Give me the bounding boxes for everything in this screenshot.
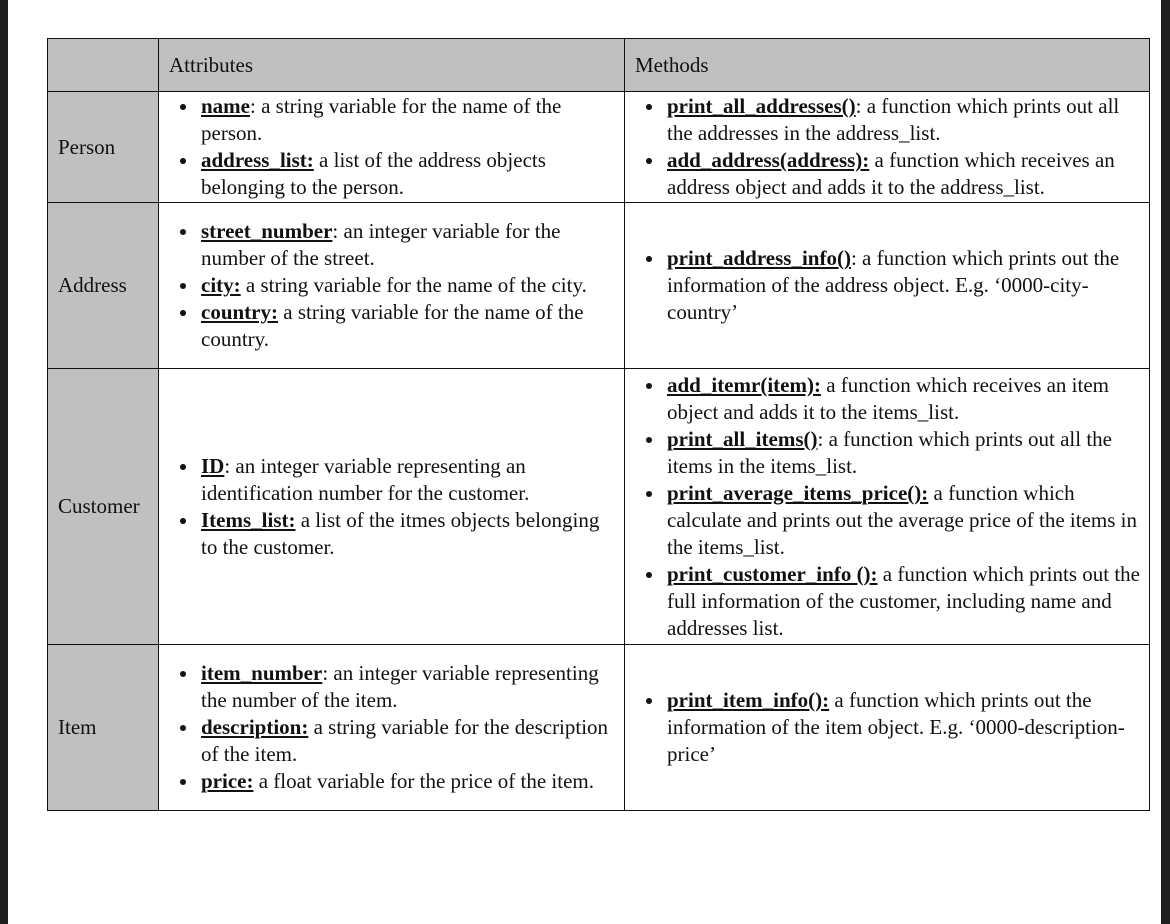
method-description: : a function which prints out all the addresses in the address_list. <box>667 94 1120 146</box>
list-item <box>199 218 618 272</box>
header-attributes: Attributes <box>159 39 625 92</box>
methods-list <box>625 372 1149 642</box>
table-row-person <box>48 92 1150 203</box>
attribute-term: description: <box>201 714 309 739</box>
attribute-description: a string variable for the name of the country. <box>201 300 584 352</box>
methods-cell <box>625 92 1150 203</box>
attribute-description: a list of the address objects belonging to the person. <box>201 148 546 200</box>
method-term: print_item_info(): <box>667 687 830 712</box>
attribute-description: a list of the itmes objects belonging to the customer. <box>201 507 600 559</box>
list-item <box>199 272 618 299</box>
attribute-description: a float variable for the price of the item. <box>253 768 594 793</box>
method-term: print_average_items_price(): <box>667 480 929 505</box>
method-description: a function which receives an item object and adds it to the items_list. <box>667 372 1110 424</box>
header-row <box>48 39 1150 92</box>
method-term: print_address_info() <box>667 246 851 271</box>
attribute-term: street_number <box>201 219 333 244</box>
method-term: print_all_addresses() <box>667 94 856 119</box>
attribute-term: address_list: <box>201 148 314 173</box>
method-description: a function which prints out the full information of the customer, including name and addresses list. <box>667 561 1140 640</box>
methods-list <box>625 93 1149 201</box>
list-item <box>665 245 1143 326</box>
methods-cell <box>625 369 1150 644</box>
row-label: Item <box>48 644 159 810</box>
attribute-term: country: <box>201 300 278 325</box>
list-item <box>199 714 618 768</box>
attribute-description: a string variable for the name of the city. <box>240 273 587 298</box>
methods-cell <box>625 644 1150 810</box>
attributes-cell <box>159 369 625 644</box>
row-label: Address <box>48 203 159 369</box>
list-item <box>665 426 1143 480</box>
attributes-list <box>159 453 624 561</box>
methods-list <box>625 245 1149 326</box>
list-item <box>199 507 618 561</box>
attribute-description: : an integer variable representing an identification number for the customer. <box>201 453 530 505</box>
header-methods: Methods <box>625 39 1150 92</box>
list-item <box>199 93 618 147</box>
attribute-term: item_number <box>201 660 323 685</box>
attributes-list <box>159 93 624 201</box>
list-item <box>199 660 618 714</box>
attributes-cell <box>159 92 625 203</box>
methods-cell <box>625 203 1150 369</box>
attributes-cell <box>159 203 625 369</box>
table-row-address <box>48 203 1150 369</box>
document-page <box>8 0 1161 924</box>
method-description: a function which receives an address object and adds it to the address_list. <box>667 148 1115 200</box>
attribute-term: city: <box>201 273 241 298</box>
list-item <box>665 372 1143 426</box>
list-item <box>665 687 1143 768</box>
row-label: Person <box>48 92 159 203</box>
list-item <box>199 768 618 795</box>
list-item <box>199 453 618 507</box>
method-term: print_customer_info (): <box>667 561 878 586</box>
list-item <box>665 480 1143 561</box>
method-description: : a function which prints out all the items in the items_list. <box>667 426 1113 478</box>
attribute-description: : an integer variable representing the number of the item. <box>201 660 599 712</box>
attribute-description: : a string variable for the name of the person. <box>201 94 562 146</box>
method-term: print_all_items() <box>667 426 818 451</box>
attribute-term: ID <box>201 453 225 478</box>
attributes-cell <box>159 644 625 810</box>
attributes-list <box>159 218 624 353</box>
header-corner-cell <box>48 39 159 92</box>
list-item <box>665 147 1143 201</box>
attribute-term: Items_list: <box>201 507 296 532</box>
attribute-term: name <box>201 94 250 119</box>
attributes-list <box>159 660 624 795</box>
class-spec-table <box>47 38 1150 811</box>
list-item <box>665 93 1143 147</box>
attribute-term: price: <box>201 768 254 793</box>
list-item <box>665 561 1143 642</box>
method-description: : a function which prints out the information of the address object. E.g. ‘0000-city-country’ <box>667 246 1120 325</box>
list-item <box>199 147 618 201</box>
attribute-description: : an integer variable for the number of the street. <box>201 219 561 271</box>
list-item <box>199 299 618 353</box>
table-row-customer <box>48 369 1150 644</box>
attribute-description: a string variable for the description of the item. <box>201 714 609 766</box>
method-description: a function which calculate and prints out the average price of the items in the items_list. <box>667 480 1137 559</box>
table-row-item <box>48 644 1150 810</box>
method-term: add_itemr(item): <box>667 372 821 397</box>
methods-list <box>625 687 1149 768</box>
row-label: Customer <box>48 369 159 644</box>
method-term: add_address(address): <box>667 148 870 173</box>
method-description: a function which prints out the information of the item object. E.g. ‘0000-description-price’ <box>667 687 1125 766</box>
